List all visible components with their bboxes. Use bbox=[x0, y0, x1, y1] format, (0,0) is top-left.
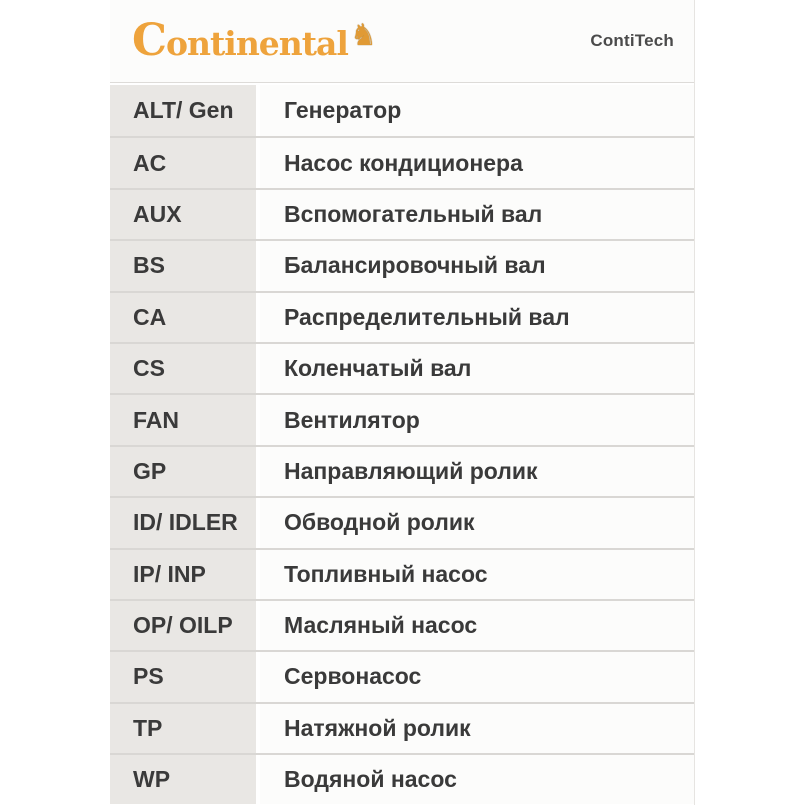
abbreviation-cell: IP/ INP bbox=[110, 550, 256, 599]
abbreviation-cell: PS bbox=[110, 652, 256, 701]
contitech-wordmark: ContiTech bbox=[590, 31, 674, 50]
abbreviation-cell: WP bbox=[110, 755, 256, 804]
abbreviation-cell: CS bbox=[110, 344, 256, 393]
description-cell: Вспомогательный вал bbox=[260, 190, 694, 239]
abbreviation-cell: OP/ OILP bbox=[110, 601, 256, 650]
table-row bbox=[110, 753, 694, 804]
table-row bbox=[110, 702, 694, 753]
abbreviation-cell: AC bbox=[110, 138, 256, 187]
content-panel bbox=[110, 0, 695, 805]
abbreviation-legend-table bbox=[110, 85, 694, 804]
table-row bbox=[110, 496, 694, 547]
description-cell: Обводной ролик bbox=[260, 498, 694, 547]
continental-logo bbox=[132, 15, 377, 66]
table-row bbox=[110, 445, 694, 496]
description-cell: Масляный насос bbox=[260, 601, 694, 650]
abbreviation-cell: AUX bbox=[110, 190, 256, 239]
table-row bbox=[110, 85, 694, 136]
abbreviation-cell: BS bbox=[110, 241, 256, 290]
abbreviation-cell: CA bbox=[110, 293, 256, 342]
description-cell: Балансировочный вал bbox=[260, 241, 694, 290]
table-row bbox=[110, 393, 694, 444]
description-cell: Сервонасос bbox=[260, 652, 694, 701]
description-cell: Насос кондиционера bbox=[260, 138, 694, 187]
continental-wordmark: Continental bbox=[132, 15, 348, 66]
header bbox=[110, 0, 694, 83]
description-cell: Топливный насос bbox=[260, 550, 694, 599]
description-cell: Распределительный вал bbox=[260, 293, 694, 342]
table-row bbox=[110, 291, 694, 342]
description-cell: Натяжной ролик bbox=[260, 704, 694, 753]
table-row bbox=[110, 599, 694, 650]
abbreviation-cell: ALT/ Gen bbox=[110, 85, 256, 136]
abbreviation-cell: TP bbox=[110, 704, 256, 753]
table-row bbox=[110, 188, 694, 239]
description-cell: Вентилятор bbox=[260, 395, 694, 444]
description-cell: Водяной насос bbox=[260, 755, 694, 804]
table-row bbox=[110, 650, 694, 701]
description-cell: Направляющий ролик bbox=[260, 447, 694, 496]
abbreviation-cell: FAN bbox=[110, 395, 256, 444]
table-row bbox=[110, 342, 694, 393]
table-row bbox=[110, 239, 694, 290]
table-row bbox=[110, 136, 694, 187]
rearing-horse-icon: ♞ bbox=[349, 18, 377, 53]
description-cell: Генератор bbox=[260, 85, 694, 136]
description-cell: Коленчатый вал bbox=[260, 344, 694, 393]
abbreviation-cell: GP bbox=[110, 447, 256, 496]
table-row bbox=[110, 548, 694, 599]
abbreviation-cell: ID/ IDLER bbox=[110, 498, 256, 547]
